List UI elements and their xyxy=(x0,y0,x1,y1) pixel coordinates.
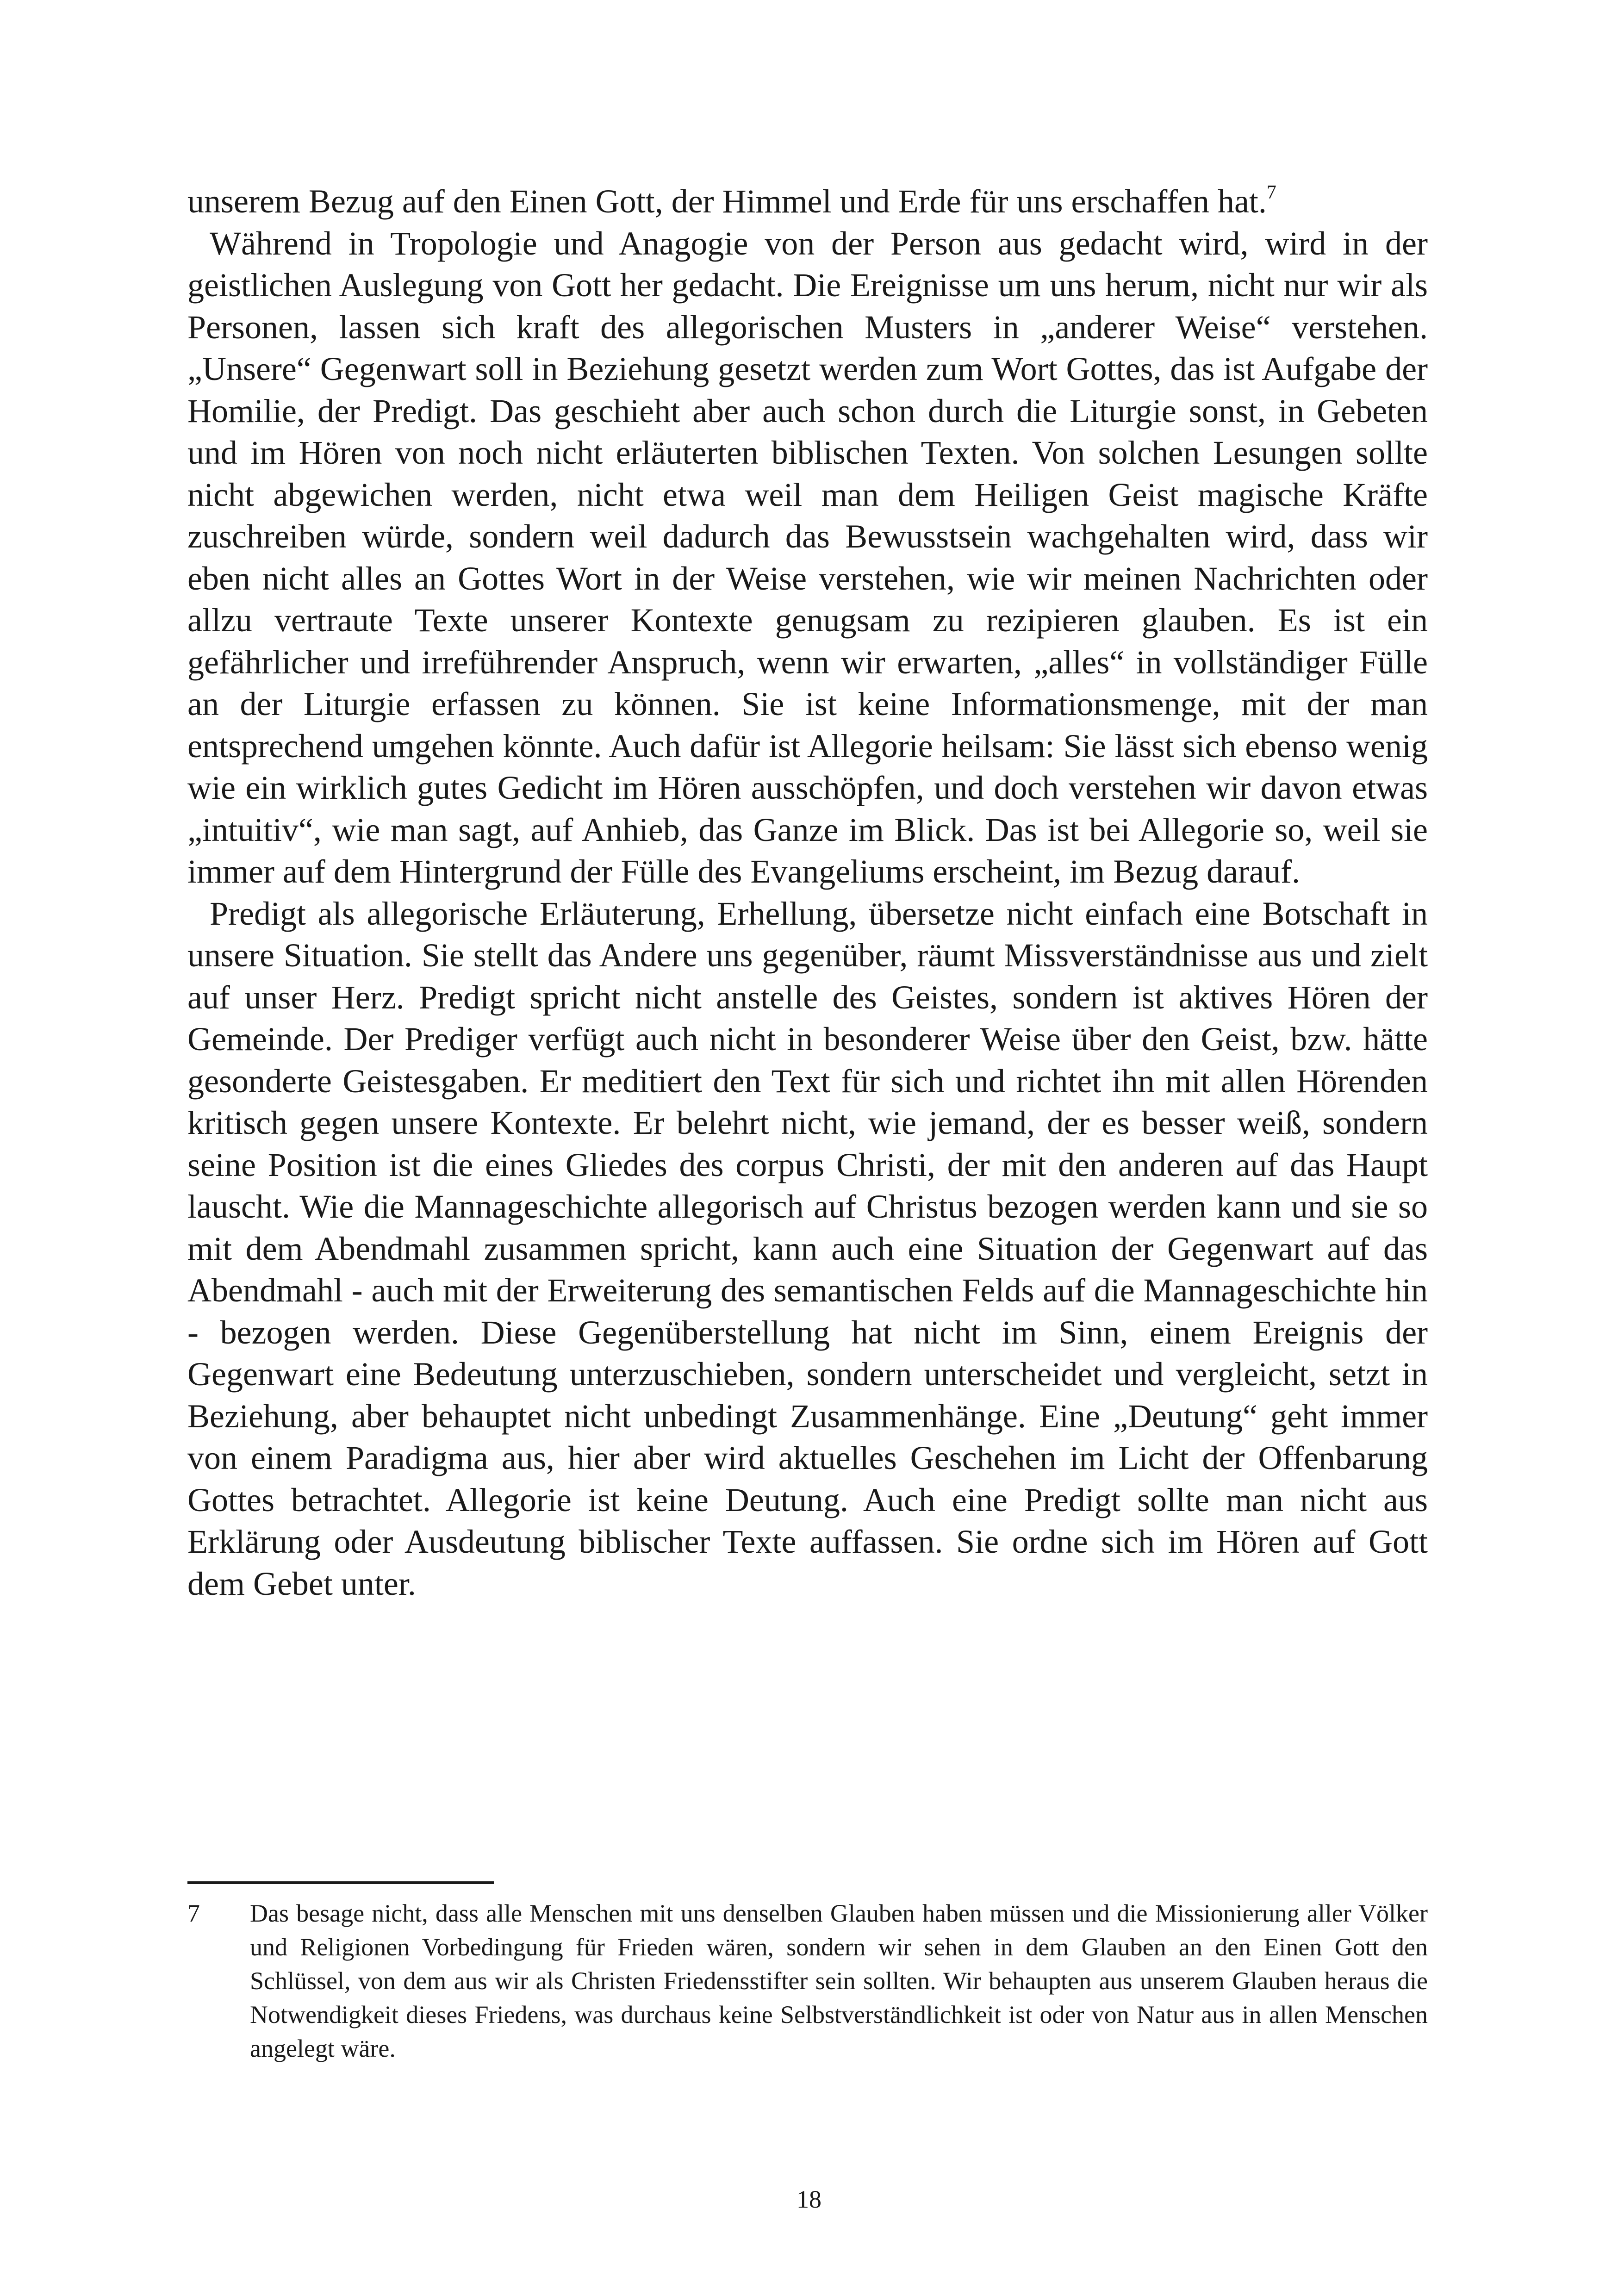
paragraph-continuation xyxy=(187,180,1428,223)
footnote-reference[interactable]: 7 xyxy=(1266,182,1276,203)
footnote-separator xyxy=(187,1881,494,1884)
paragraph: Während in Tropologie und Anagogie von der Person aus gedacht wird, wird in der geistlichen Auslegung von Gott her gedacht. Die Ereignisse um uns herum, nicht nur wir als Personen, lassen sich kraft des allegorischen Musters in „anderer Weise“ verstehen. „Unsere“ Gegenwart soll in Beziehung gesetzt werden zum Wort Gottes, das ist Aufgabe der Homilie, der Predigt. Das geschieht aber auch schon durch die Liturgie sonst, in Gebeten und im Hören von noch nicht erläuterten biblischen Texten. Von solchen Lesungen sollte nicht abgewichen werden, nicht etwa weil man dem Heiligen Geist magische Kräfte zuschreiben würde, sondern weil dadurch das Bewusstsein wachgehalten wird, dass wir eben nicht alles an Gottes Wort in der Weise verstehen, wie wir meinen Nachrichten oder allzu vertraute Texte unserer Kontexte genugsam zu rezipieren glauben. Es ist ein gefährlicher und irreführender Anspruch, wenn wir erwarten, „alles“ in vollständiger Fülle an der Liturgie erfassen zu können. Sie ist keine Informationsmenge, mit der man entsprechend umgehen könnte. Auch dafür ist Allegorie heilsam: Sie lässt sich ebenso wenig wie ein wirklich gutes Gedicht im Hören ausschöpfen, und doch verstehen wir davon etwas „intuitiv“, wie man sagt, auf Anhieb, das Ganze im Blick. Das ist bei Allegorie so, weil sie immer auf dem Hintergrund der Fülle des Evangeliums erscheint, im Bezug darauf. xyxy=(187,224,1428,890)
footnote-text: Das besage nicht, dass alle Menschen mit uns denselben Glauben haben müssen und die Missionierung aller Völker und Religionen Vorbedingung für Frieden wären, sondern wir sehen in dem Glauben an den Einen Gott den Schlüssel, von dem aus wir als Christen Friedensstifter sein sollten. Wir behaupten aus unserem Glauben heraus die Notwendigkeit dieses Friedens, was durchaus keine Selbstverständlichkeit ist oder von Natur aus in allen Menschen angelegt wäre. xyxy=(250,1899,1428,2062)
main-text xyxy=(187,180,1428,1605)
paragraph-text: unserem Bezug auf den Einen Gott, der Himmel und Erde für uns erschaffen hat. xyxy=(187,183,1267,220)
footnote xyxy=(187,1897,1428,2066)
paragraph: Predigt als allegorische Erläuterung, Erhellung, übersetze nicht einfach eine Botschaft in unsere Situation. Sie stellt das Andere uns gegenüber, räumt Missverständnisse aus und zielt auf unser Herz. Predigt spricht nicht anstelle des Geistes, sondern ist aktives Hören der Gemeinde. Der Prediger verfügt auch nicht in besonderer Weise über den Geist, bzw. hätte gesonderte Geistesgaben. Er meditiert den Text für sich und richtet ihn mit allen Hörenden kritisch gegen unsere Kontexte. Er belehrt nicht, wie jemand, der es besser weiß, sondern seine Position ist die eines Gliedes des corpus Christi, der mit den anderen auf das Haupt lauscht. Wie die Mannageschichte allegorisch auf Christus bezogen werden kann und sie so mit dem Abendmahl zusammen spricht, kann auch eine Situation der Gegenwart auf das Abendmahl - auch mit der Erweiterung des semantischen Felds auf die Mannageschichte hin - bezogen werden. Diese Gegenüberstellung hat nicht im Sinn, einem Ereignis der Gegenwart eine Bedeutung unterzuschieben, sondern unterscheidet und vergleicht, setzt in Beziehung, aber behauptet nicht unbedingt Zusammenhänge. Eine „Deutung“ geht immer von einem Paradigma aus, hier aber wird aktuelles Geschehen im Licht der Offenbarung Gottes betrachtet. Allegorie ist keine Deutung. Auch eine Predigt sollte man nicht aus Erklärung oder Ausdeutung biblischer Texte auffassen. Sie ordne sich im Hören auf Gott dem Gebet unter. xyxy=(187,895,1428,1602)
page-number: 18 xyxy=(797,2185,821,2213)
footnote-number: 7 xyxy=(187,1899,200,1927)
